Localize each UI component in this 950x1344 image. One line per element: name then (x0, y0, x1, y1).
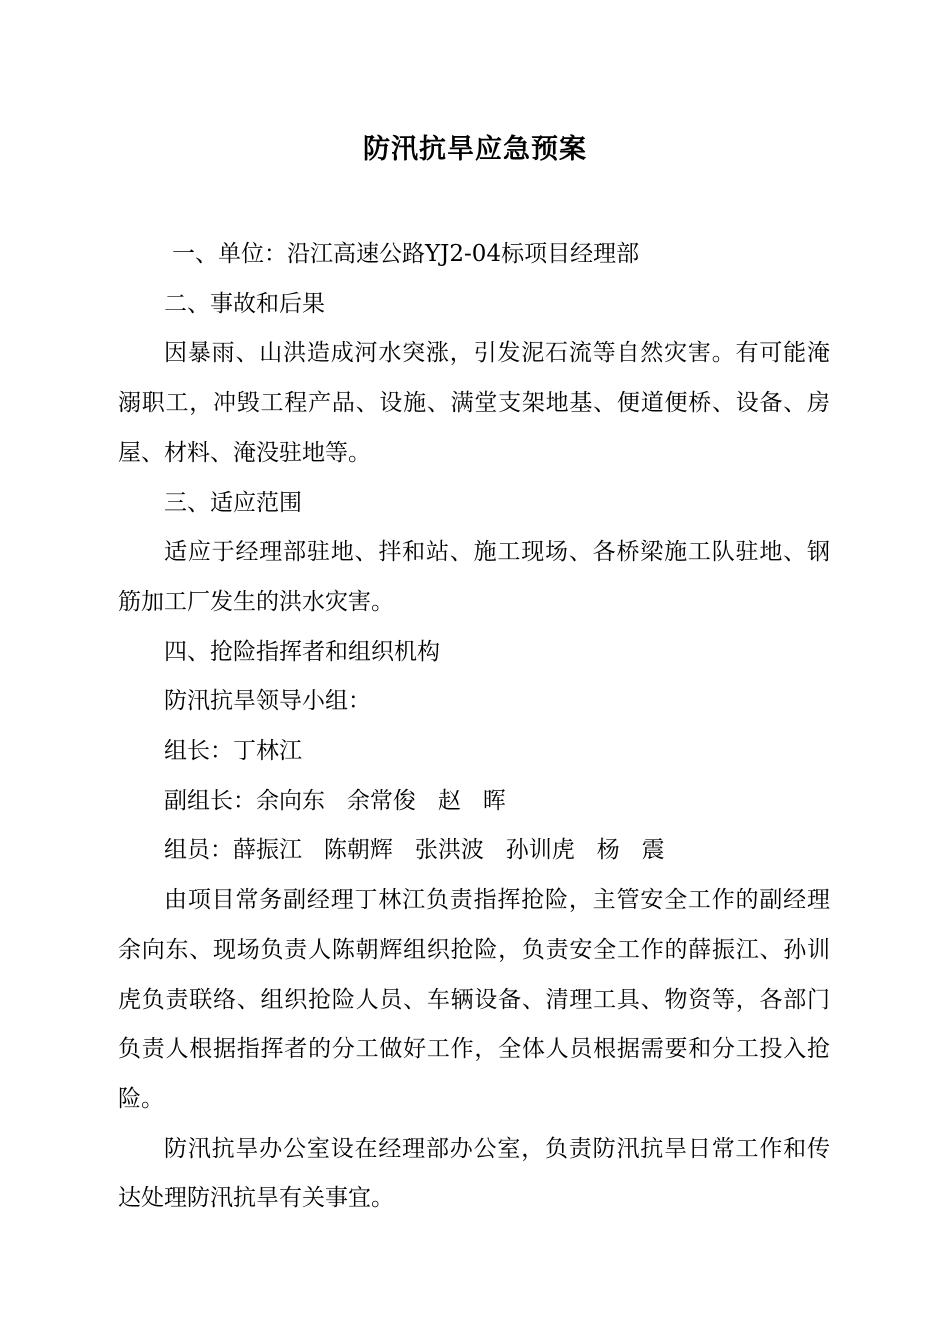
heading-accident-consequences: 二、事故和后果 (164, 290, 325, 317)
paragraph-group-leader: 组长：丁林江 (164, 738, 302, 765)
paragraph-members: 组员：薛振江 陈朝辉 张洪波 孙训虎 杨 震 (164, 837, 665, 864)
document-title: 防汛抗旱应急预案 (363, 134, 587, 165)
paragraph-deputy-leaders: 副组长：余向东 余常俊 赵 晖 (164, 787, 506, 814)
paragraph-accident-consequences: 因暴雨、山洪造成河水突涨，引发泥石流等自然灾害。有可能淹溺职工，冲毁工程产品、设施、满堂支架地基、便道便桥、设备、房屋、材料、淹没驻地等。 (118, 340, 830, 466)
paragraph-office: 防汛抗旱办公室设在经理部办公室，负责防汛抗旱日常工作和传达处理防汛抗旱有关事宜。 (118, 1135, 830, 1212)
document-body (118, 230, 830, 1224)
paragraph-responsibilities: 由项目常务副经理丁林江负责指挥抢险，主管安全工作的副经理余向东、现场负责人陈朝辉组织抢险，负责安全工作的薛振江、孙训虎负责联络、组织抢险人员、车辆设备、清理工具、物资等，各部门负责人根据指挥者的分工做好工作，全体人员根据需要和分工投入抢险。 (118, 887, 830, 1112)
heading-command-organization: 四、抢险指挥者和组织机构 (164, 638, 440, 665)
heading-scope: 三、适应范围 (164, 489, 302, 516)
paragraph-leading-group: 防汛抗旱领导小组： (164, 688, 371, 715)
paragraph-unit: 一、单位：沿江高速公路YJ2-04标项目经理部 (172, 241, 640, 267)
paragraph-scope: 适应于经理部驻地、拌和站、施工现场、各桥梁施工队驻地、钢筋加工厂发生的洪水灾害。 (118, 539, 830, 615)
